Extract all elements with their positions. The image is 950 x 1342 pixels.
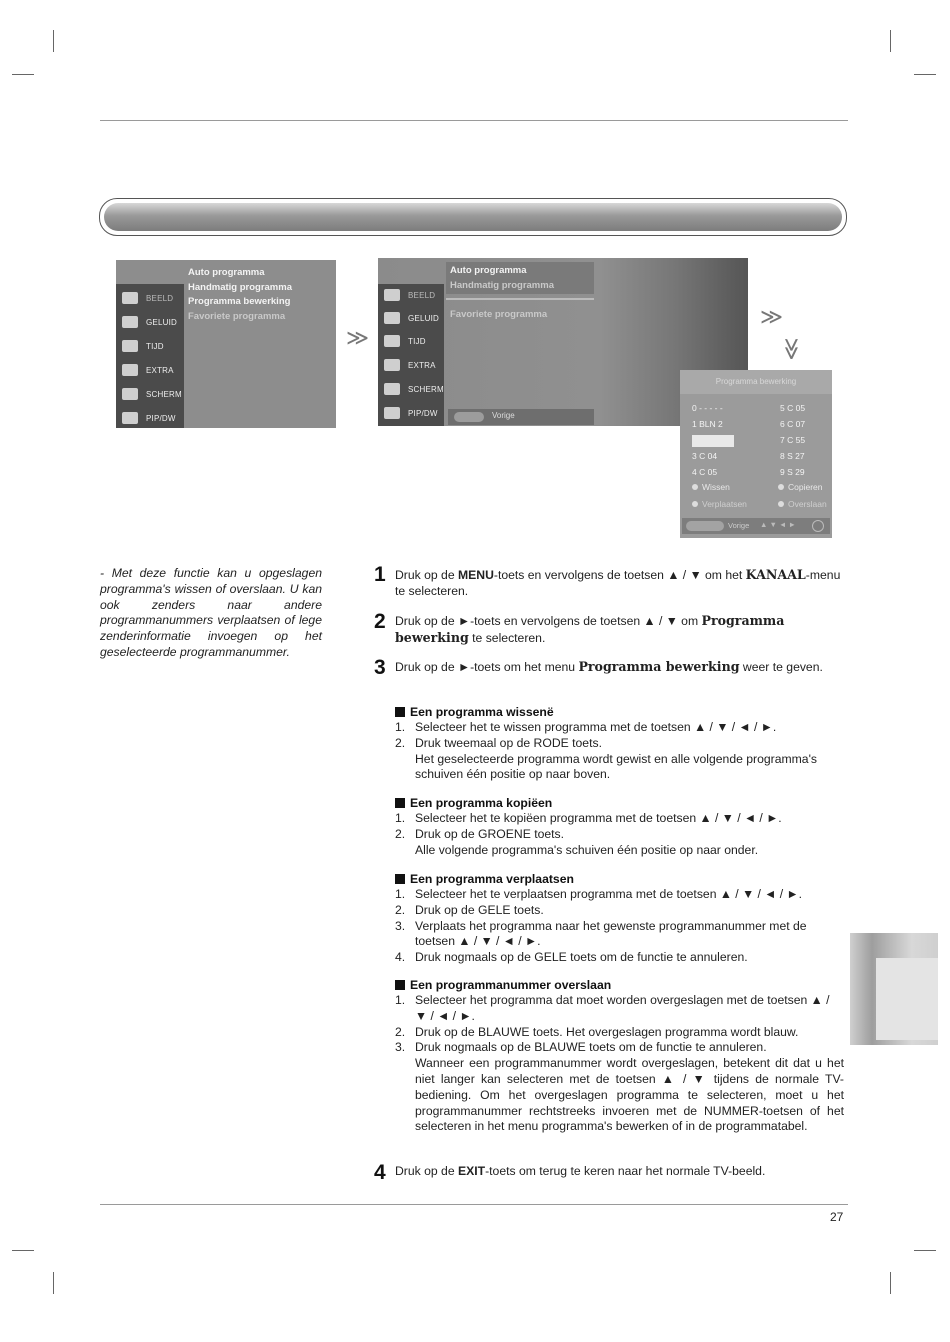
menu-item-beeld: BEELD [122,287,173,309]
pip-icon [384,407,400,419]
crop-mark [890,30,891,52]
screen-icon [384,383,400,395]
channel-cell: 7 C 55 [780,435,806,445]
channel-cell: 1 BLN 2 [692,419,723,429]
step-number: 1 [374,563,386,586]
step-2: Druk op de ►-toets en vervolgens de toetsen ▲ / ▼ om Programma bewerking te selecteren. [395,613,785,645]
back-label: Vorige [492,411,515,420]
chevron-right-icon: ≫ [346,325,370,350]
bottom-rule [100,1204,848,1205]
channel-cell: 9 S 29 [780,467,805,477]
wrench-icon [384,359,400,371]
chevron-down-icon: ≫ [779,337,805,361]
chapter-tab [850,933,938,1045]
option-copieren: Copieren [778,482,823,492]
menu-highlight-bar [446,298,594,300]
step-number: 3 [374,656,386,679]
step-4: Druk op de EXIT-toets om terug te keren naar het normale TV-beeld. [395,1164,766,1178]
back-bar [448,409,594,425]
crop-mark [914,74,936,75]
menu-item-tijd: TIJD [384,330,426,352]
menu-list-1 [188,266,292,324]
menu-item-tijd: TIJD [122,335,164,357]
sound-icon [384,312,400,324]
step-number: 4 [374,1161,386,1184]
clock-icon [122,340,138,352]
screen-icon [122,388,138,400]
channel-cell: 8 S 27 [780,451,805,461]
top-rule [100,120,848,121]
menu-list-item: Favoriete programma [450,309,548,320]
picture-icon [384,289,400,301]
menu-screenshot-1 [116,260,336,428]
section-body-verplaatsen: 1. Selecteer het te verplaatsen programma met de toetsen ▲ / ▼ / ◄ / ►. 2. Druk op de GELE toets. 3. Verplaats het programma naar het gewenste programmanummer met de toetsen ▲ / ▼ / ◄ / ►. 4. Druk nogmaals op de GELE toets om de functie te annuleren. [395,887,807,965]
crop-mark [53,1272,54,1294]
section-body-wissen: 1. Selecteer het te wissen programma met de toetsen ▲ / ▼ / ◄ / ►. 2. Druk tweemaal op de RODE toets. Het geselecteerde programma wordt gewist en alle volgende programma's schuiven één positie op naar boven. [395,720,818,782]
green-dot-icon [778,484,784,490]
red-dot-icon [692,484,698,490]
menu-list-item: Handmatig programma [188,281,292,293]
section-title-kopieen: Een programma kopiëen [395,796,552,810]
menu-list-item: Programma bewerking [188,296,291,307]
menu-list-item: Handmatig programma [450,279,554,291]
edit-panel-title: Programma bewerking [680,370,832,394]
sound-icon [122,316,138,328]
channel-cell: 5 C 05 [780,403,806,413]
menu-item-scherm: SCHERM [384,378,444,400]
section-title-overslaan: Een programmanummer overslaan [395,978,611,992]
section-body-overslaan: 1. Selecteer het programma dat moet worden overgeslagen met de toetsen ▲ / ▼ / ◄ / ►. 2. Druk op de BLAUWE toets. Het overgeslagen programma wordt blauw. 3. Druk nogmaals op de BLAUWE toets om de functie te annuleren. Wanneer een programmanummer wordt overgeslagen, betekent dit dat u het niet langer kan selecteren met de toetsen ▲ / ▼ tijdens de normale TV-bediening. Om het overgeslagen programma te selecteren, moet u het programmanummer rechtstreeks invoeren met de NUMMER-toetsen of het selecteren in het menu programma's bewerken of in de programmatabel. [395,993,844,1134]
crop-mark [890,1272,891,1294]
chevron-right-icon: ≫ [760,304,784,329]
step-3: Druk op de ►-toets om het menu Programma bewerking weer te geven. [395,659,823,674]
nav-arrows-icon: ▲ ▼ ◄ ► [760,520,796,529]
menu-item-extra: EXTRA [384,354,436,376]
menu-item-beeld: BEELD [384,284,435,306]
blue-dot-icon [778,501,784,507]
option-verplaatsen: Verplaatsen [692,499,747,509]
crop-mark [914,1250,936,1251]
wrench-icon [122,364,138,376]
menu-item-extra: EXTRA [122,359,174,381]
footer-back-label: Vorige [728,521,750,530]
section-title-verplaatsen: Een programma verplaatsen [395,872,574,886]
menu-item-pipdw: PIP/DW [384,402,438,424]
ok-icon [812,520,824,532]
yellow-dot-icon [692,501,698,507]
page-number: 27 [830,1210,844,1224]
menu-item-pipdw: PIP/DW [122,407,176,429]
section-body-kopieen: 1. Selecteer het te kopiëen programma met de toetsen ▲ / ▼ / ◄ / ►. 2. Druk op de GROENE toets. Alle volgende programma's schuiven één positie op naar onder. [395,811,782,857]
back-button-icon [686,521,724,531]
picture-icon [122,292,138,304]
crop-mark [53,30,54,52]
option-wissen: Wissen [692,482,730,492]
menu-item-geluid: GELUID [122,311,177,333]
clock-icon [384,335,400,347]
step-number: 2 [374,610,386,633]
edit-panel [680,370,832,538]
title-bar [99,198,847,236]
menu-list-item: Auto programma [188,267,265,278]
channel-cell-selected [692,432,756,448]
pip-icon [122,412,138,424]
crop-mark [12,74,34,75]
option-overslaan: Overslaan [778,499,827,509]
menu-item-geluid: GELUID [384,307,439,329]
step-1: Druk op de MENU-toets en vervolgens de toetsen ▲ / ▼ om het KANAAL-menu te selecteren. [395,567,841,598]
edit-panel-footer [682,518,830,534]
section-title-wissen: Een programma wissenë [395,705,554,719]
channel-cell: 4 C 05 [692,467,718,477]
channel-cell: 6 C 07 [780,419,806,429]
channel-cell: 0 - - - - - [692,403,723,413]
menu-item-scherm: SCHERM [122,383,182,405]
menu-list-item: Favoriete programma [188,310,286,322]
back-button-icon [454,412,484,422]
channel-cell: 3 C 04 [692,451,718,461]
menu-list-item: Auto programma [450,265,527,276]
menu-list-top [446,262,594,294]
crop-mark [12,1250,34,1251]
side-note: - Met deze functie kan u opgeslagen programma's wissen of overslaan. U kan ook zenders naar andere programmanummers verplaatsen of lege zenderinformatie invoegen op het geselecteerde programmanummer. [100,566,322,659]
